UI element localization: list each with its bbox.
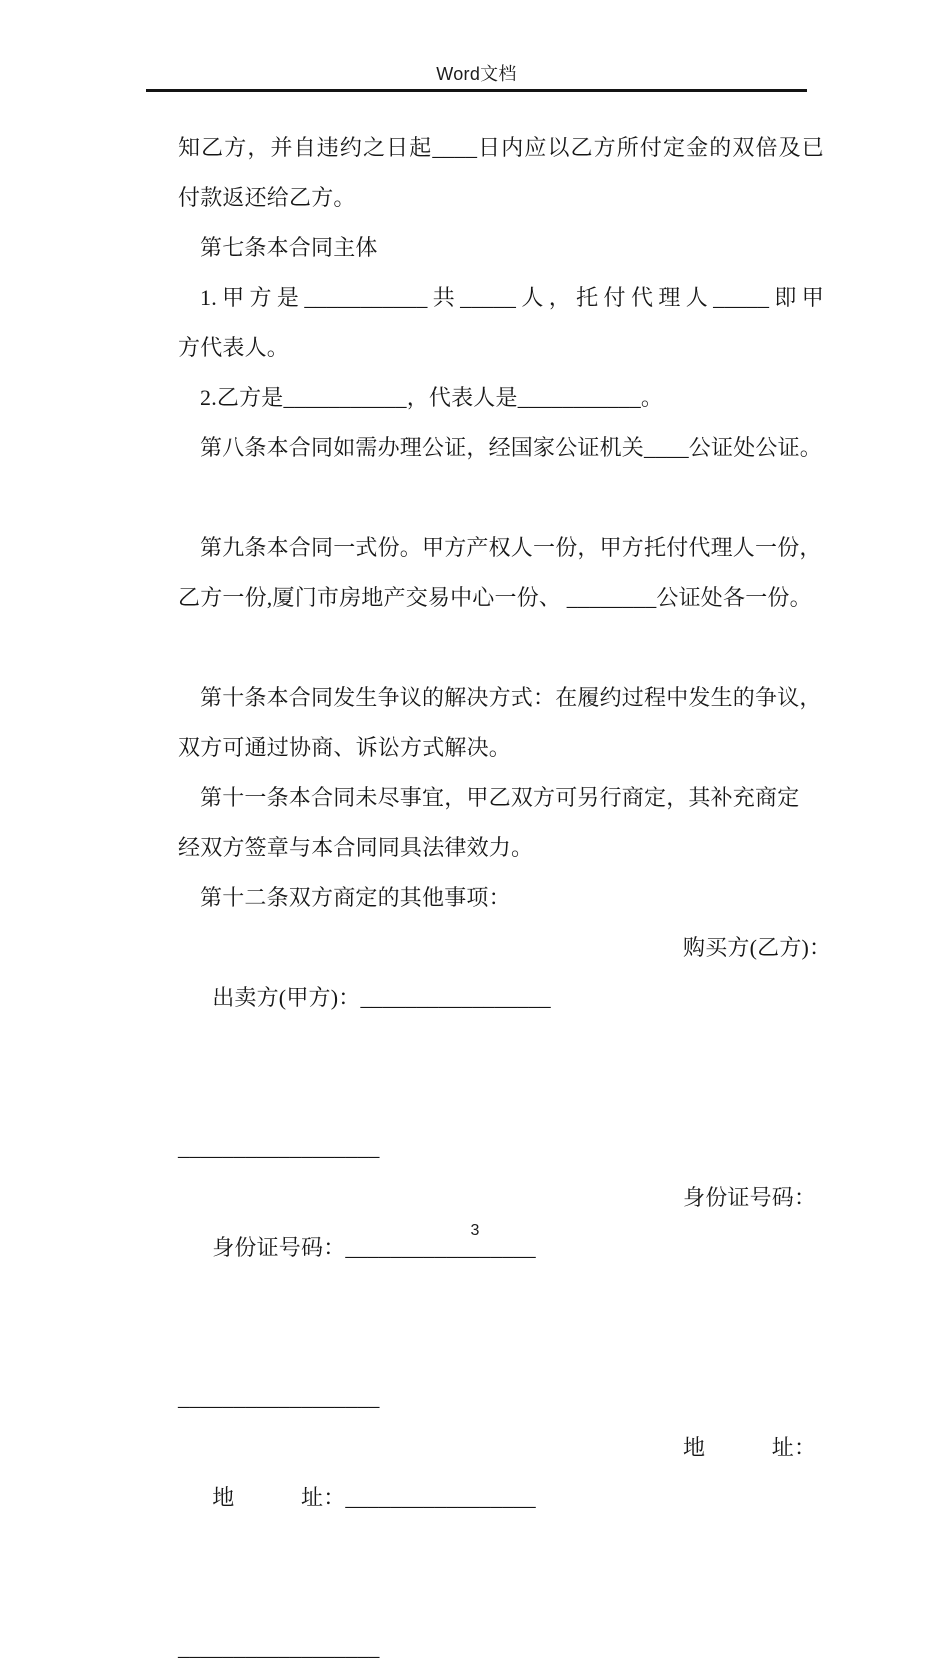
buyer-signature-line: __________________	[178, 1135, 380, 1160]
buyer-id-line: __________________	[178, 1385, 380, 1410]
page-number: 3	[470, 1222, 480, 1239]
seller-signature-line: _________________	[360, 985, 551, 1010]
document-body	[178, 123, 832, 1673]
body-line-clause-10: 第十条本合同发生争议的解决方式：在履约过程中发生的争议，	[200, 685, 822, 710]
body-line: 经双方签章与本合同同具法律效力。	[178, 835, 534, 860]
body-line: 方代表人。	[178, 335, 290, 360]
signature-row-id-number	[178, 1173, 824, 1373]
blank-line	[178, 623, 824, 673]
body-line-clause-8: 第八条本合同如需办理公证，经国家公证机关____公证处公证。	[200, 435, 823, 460]
seller-id-label: 身份证号码：	[212, 1235, 346, 1260]
blank-line	[178, 473, 824, 523]
body-line: 2.乙方是___________，代表人是___________。	[200, 385, 664, 410]
signature-row-address	[178, 1423, 824, 1623]
body-line: 付款返还给乙方。	[178, 185, 356, 210]
body-line-clause-12: 第十二条双方商定的其他事项：	[200, 885, 511, 910]
seller-id-line: _________________	[345, 1235, 536, 1260]
buyer-label: 购买方(乙方)：	[683, 935, 832, 960]
buyer-address-label: 地 址：	[683, 1435, 817, 1460]
body-line-clause-11: 第十一条本合同未尽事宜，甲乙双方可另行商定，其补充商定	[200, 785, 800, 810]
buyer-address-line: __________________	[178, 1635, 380, 1660]
body-line-clause-7: 第七条本合同主体	[200, 235, 378, 260]
buyer-id-label: 身份证号码：	[683, 1185, 817, 1210]
document-header	[146, 0, 807, 92]
header-title: Word文档	[436, 64, 517, 84]
body-line: 知乙方，并自违约之日起____日内应以乙方所付定金的双倍及已	[178, 135, 824, 160]
header-rule	[146, 89, 807, 92]
body-line: 双方可通过协商、诉讼方式解决。	[178, 735, 512, 760]
signature-row-party	[178, 923, 832, 1123]
body-line: 乙方一份,厦门市房地产交易中心一份、 ________公证处各一份。	[178, 585, 812, 610]
seller-label: 出卖方(甲方)：	[212, 985, 361, 1010]
seller-address-label: 地 址：	[212, 1485, 346, 1510]
body-line: 1.甲方是___________共_____人，托付代理人_____即甲	[200, 285, 824, 310]
body-line-clause-9: 第九条本合同一式份。甲方产权人一份，甲方托付代理人一份，	[200, 535, 822, 560]
seller-address-line: _________________	[345, 1485, 536, 1510]
